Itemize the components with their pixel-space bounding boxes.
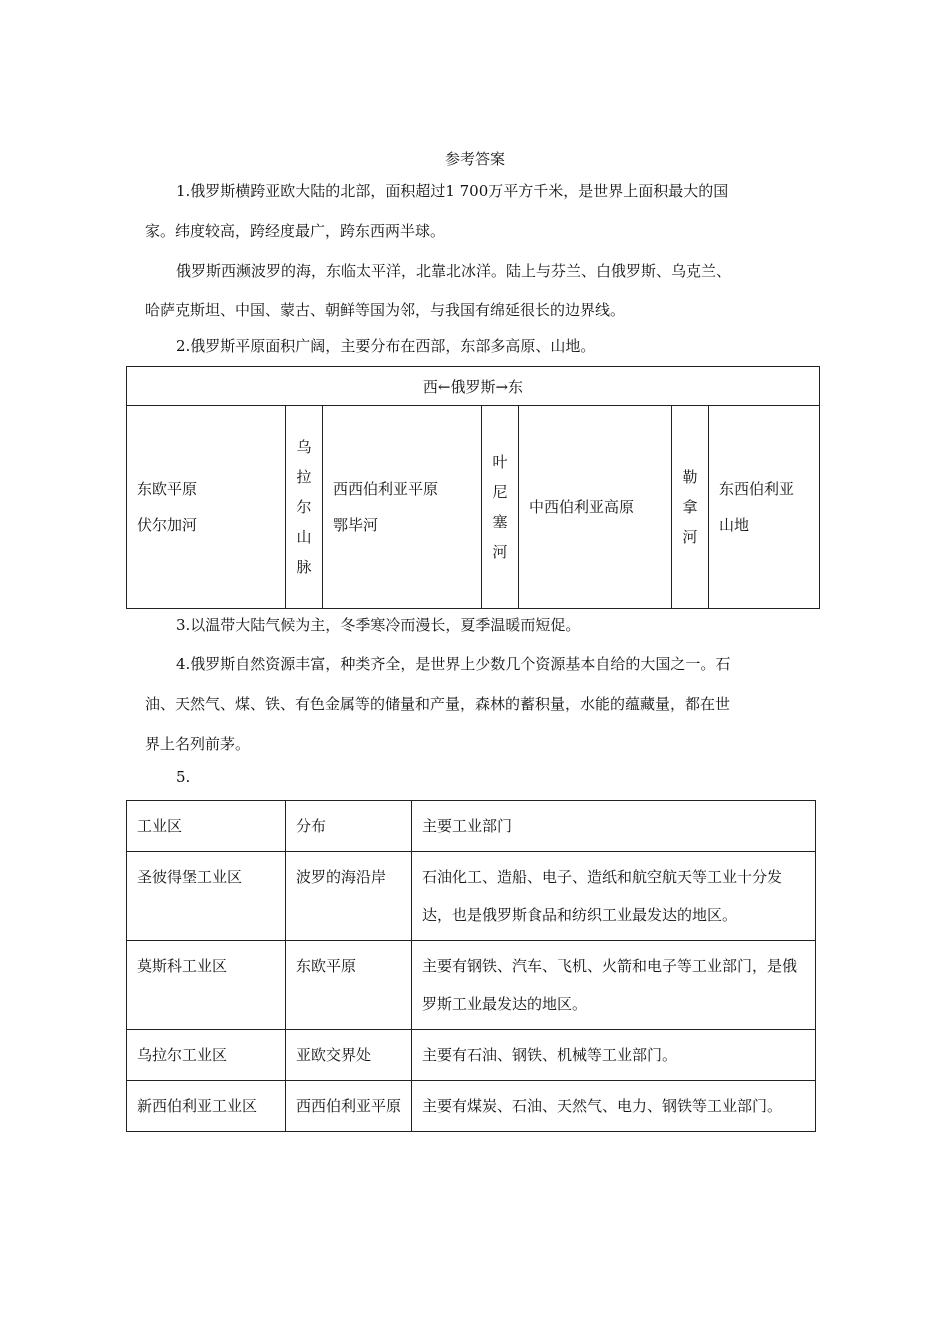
answer-4-line-2: 油、天然气、煤、铁、有色金属等的储量和产量，森林的蓄积量，水能的蕴藏量，都在世 bbox=[145, 695, 731, 713]
vertical-char: 叶 bbox=[492, 453, 508, 471]
terrain-cell-ural-mountains bbox=[286, 406, 323, 609]
terrain-cell-east-european-plain bbox=[127, 406, 286, 609]
terrain-cell-central-siberian-plateau bbox=[519, 406, 672, 609]
vertical-char: 山 bbox=[296, 528, 312, 546]
terrain-cell-lena-river bbox=[672, 406, 709, 609]
cell-location: 波罗的海沿岸 bbox=[286, 852, 412, 941]
cell-line: 伏尔加河 bbox=[137, 516, 198, 534]
table-row bbox=[127, 1081, 816, 1132]
answer-4-line-1: 4.俄罗斯自然资源丰富，种类齐全，是世界上少数几个资源基本自给的大国之一。石 bbox=[176, 655, 731, 673]
cell-sectors: 石油化工、造船、电子、造纸和航空航天等工业十分发达，也是俄罗斯食品和纺织工业最发达的地区。 bbox=[412, 852, 816, 941]
table-row bbox=[127, 941, 816, 1030]
table-row bbox=[127, 852, 816, 941]
column-header: 分布 bbox=[286, 801, 412, 852]
cell-line: 东欧平原 bbox=[137, 480, 198, 498]
cell-line: 西西伯利亚平原 bbox=[333, 480, 439, 498]
cell-location: 亚欧交界处 bbox=[286, 1030, 412, 1081]
vertical-char: 拉 bbox=[296, 468, 312, 486]
cell-region-name: 新西伯利亚工业区 bbox=[127, 1081, 286, 1132]
answer-1b-line-1: 俄罗斯西濒波罗的海，东临太平洋，北靠北冰洋。陆上与芬兰、白俄罗斯、乌克兰、 bbox=[176, 262, 732, 280]
terrain-cell-west-siberian-plain bbox=[323, 406, 482, 609]
cell-region-name: 圣彼得堡工业区 bbox=[127, 852, 286, 941]
table-row bbox=[127, 1030, 816, 1081]
vertical-char: 脉 bbox=[296, 558, 312, 576]
cell-line: 山地 bbox=[719, 516, 750, 534]
vertical-char: 河 bbox=[682, 528, 698, 546]
vertical-char: 乌 bbox=[296, 438, 312, 456]
cell-line: 东西伯利亚 bbox=[719, 480, 795, 498]
vertical-char: 拿 bbox=[682, 498, 698, 516]
vertical-char: 河 bbox=[492, 543, 508, 561]
table-header-row bbox=[127, 801, 816, 852]
vertical-char: 塞 bbox=[492, 513, 508, 531]
cell-location: 西西伯利亚平原 bbox=[286, 1081, 412, 1132]
vertical-char: 勒 bbox=[682, 468, 698, 486]
answer-1-line-2: 家。纬度较高，跨经度最广，跨东西两半球。 bbox=[145, 222, 446, 240]
page-title: 参考答案 bbox=[444, 150, 505, 168]
cell-line: 鄂毕河 bbox=[333, 516, 379, 534]
cell-region-name: 乌拉尔工业区 bbox=[127, 1030, 286, 1081]
vertical-char: 尔 bbox=[296, 498, 312, 516]
terrain-cell-yenisei-river bbox=[482, 406, 519, 609]
cell-sectors: 主要有钢铁、汽车、飞机、火箭和电子等工业部门，是俄罗斯工业最发达的地区。 bbox=[412, 941, 816, 1030]
terrain-table bbox=[126, 366, 820, 609]
answer-1-line-1: 1.俄罗斯横跨亚欧大陆的北部，面积超过1 700万平方千米，是世界上面积最大的国 bbox=[176, 182, 729, 200]
terrain-table-header: 西←俄罗斯→东 bbox=[127, 367, 820, 406]
vertical-char: 尼 bbox=[492, 483, 508, 501]
industry-table bbox=[126, 800, 816, 1132]
answer-5-label: 5. bbox=[176, 768, 191, 786]
terrain-cell-east-siberian-mountains bbox=[709, 406, 820, 609]
answer-3: 3.以温带大陆气候为主，冬季寒冷而漫长，夏季温暖而短促。 bbox=[176, 616, 581, 634]
cell-region-name: 莫斯科工业区 bbox=[127, 941, 286, 1030]
answer-2: 2.俄罗斯平原面积广阔，主要分布在西部，东部多高原、山地。 bbox=[176, 337, 596, 355]
column-header: 主要工业部门 bbox=[412, 801, 816, 852]
answer-4-line-3: 界上名列前茅。 bbox=[145, 735, 251, 753]
cell-location: 东欧平原 bbox=[286, 941, 412, 1030]
cell-line: 中西伯利亚高原 bbox=[529, 498, 635, 516]
cell-sectors: 主要有石油、钢铁、机械等工业部门。 bbox=[412, 1030, 816, 1081]
cell-sectors: 主要有煤炭、石油、天然气、电力、钢铁等工业部门。 bbox=[412, 1081, 816, 1132]
answer-1b-line-2: 哈萨克斯坦、中国、蒙古、朝鲜等国为邻，与我国有绵延很长的边界线。 bbox=[145, 301, 626, 319]
column-header: 工业区 bbox=[127, 801, 286, 852]
